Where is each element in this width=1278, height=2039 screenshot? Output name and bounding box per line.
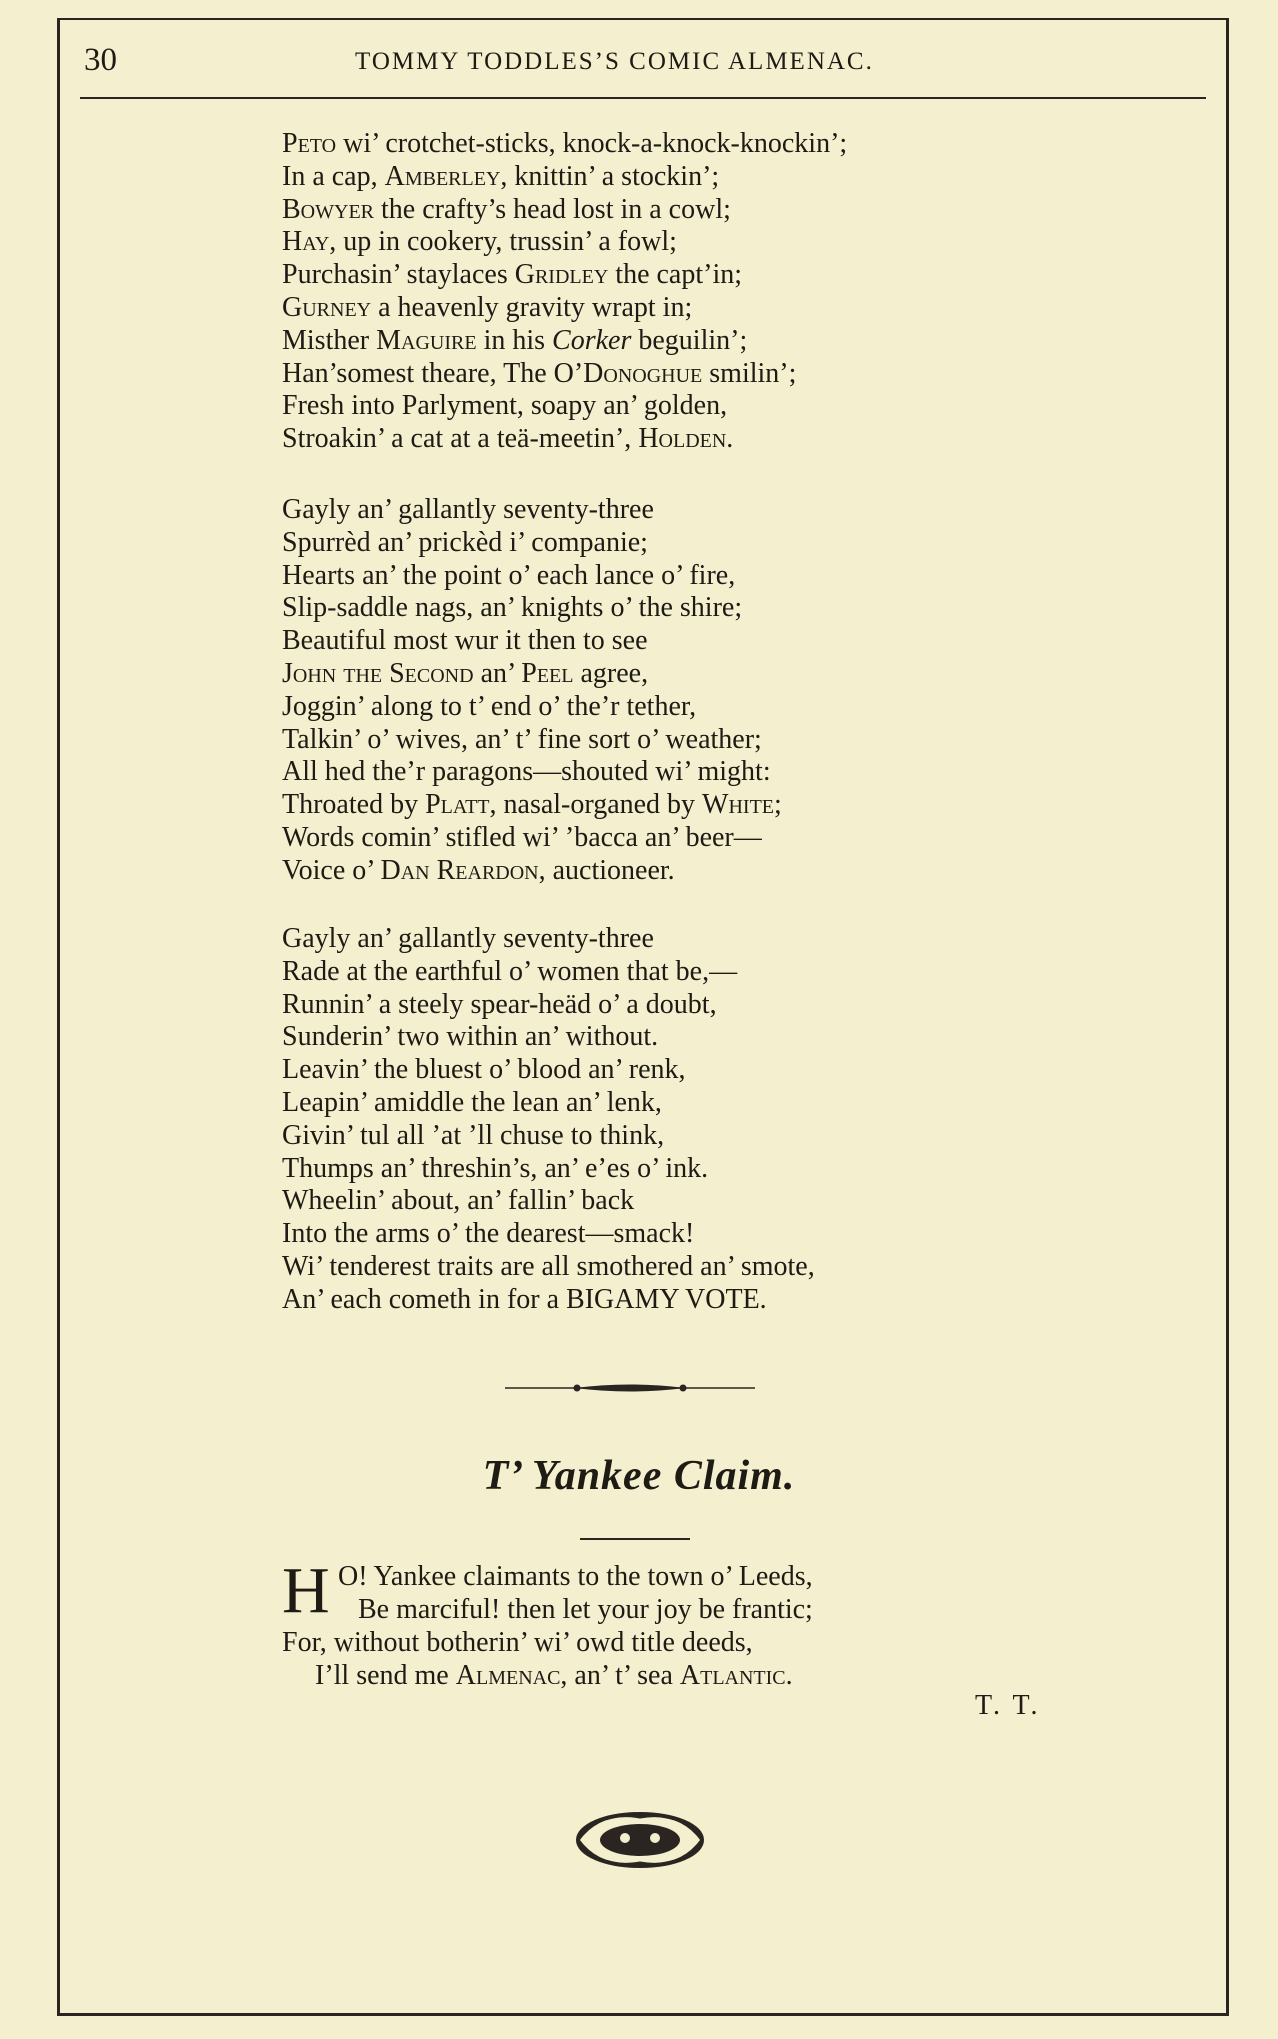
stanza1-line-1-seg-0: In a cap, [282, 160, 385, 192]
stanza1-line-6-seg-1: Maguire [376, 324, 477, 356]
stanza2-line-5-seg-1: an’ [473, 657, 522, 689]
stanza-1 [282, 128, 847, 456]
stanza1-line-7-seg-2: smilin’; [702, 357, 797, 389]
verse-line [282, 259, 847, 292]
verse-line [282, 625, 782, 658]
signature: T. T. [975, 1690, 1041, 1721]
stanza2-line-4-seg-0: Beautiful most wur it then to see [282, 625, 648, 657]
stanza1-line-3-seg-0: Hay [282, 226, 330, 258]
stanza2-line-6-seg-0: Joggin’ along to t’ end o’ the’r tether, [282, 690, 697, 722]
stanza2-line-11-seg-1: Dan Reardon [380, 854, 539, 886]
stanza1-line-1-seg-2: , knittin’ a stockin’; [500, 160, 720, 192]
verse-line [282, 756, 782, 789]
verse-line [282, 855, 782, 888]
stanza3-line-9-seg-0: Into the arms o’ the dearest—smack! [282, 1218, 695, 1250]
stanza2-line-9-seg-3: White [702, 789, 775, 821]
running-title: TOMMY TODDLES’S COMIC ALMENAC. [355, 48, 874, 75]
verse-line [282, 1021, 815, 1054]
stanza2-line-9-seg-1: Platt [425, 789, 490, 821]
stanza2-line-1-seg-0: Spurrèd an’ prickèd i’ companie; [282, 526, 648, 558]
stanza3-line-11-seg-0: An’ each cometh in for a BIGAMY VOTE. [282, 1283, 767, 1315]
verse-line [282, 658, 782, 691]
stanza2-line-9-seg-0: Throated by [282, 789, 426, 821]
stanza1-line-1-seg-1: Amberley [384, 160, 501, 192]
verse-line [282, 494, 782, 527]
stanza1-line-4-seg-1: Gridley [514, 259, 609, 291]
stanza1-line-0-seg-0: Peto [282, 128, 337, 159]
verse-line [282, 161, 847, 194]
stanza1-line-9-seg-2: . [726, 423, 734, 455]
stanza1-line-3-seg-1: , up in cookery, trussin’ a fowl; [329, 226, 677, 258]
frame-top-rule [57, 18, 1229, 20]
verse-line [282, 691, 782, 724]
stanza1-line-6-seg-4: beguilin’; [631, 324, 748, 356]
verse-line [282, 989, 815, 1022]
verse-line [282, 789, 782, 822]
stanza2-line-9-seg-4: ; [774, 789, 782, 821]
verse-line [282, 592, 782, 625]
claim-line-1: O! Yankee claimants to the town o’ Leeds, [338, 1561, 813, 1592]
stanza3-line-4-seg-0: Leavin’ the bluest o’ blood an’ renk, [282, 1054, 686, 1086]
stanza1-line-6-seg-2: in his [476, 324, 553, 356]
stanza2-line-5-seg-3: agree, [573, 657, 649, 689]
claim-line-4 [315, 1660, 793, 1693]
verse-line [282, 1153, 815, 1186]
stanza2-line-11-seg-0: Voice o’ [282, 854, 381, 886]
stanza2-line-3-seg-0: Slip-saddle nags, an’ knights o’ the shire; [282, 592, 743, 624]
claim-line-3: For, without botherin’ wi’ owd title deeds, [282, 1627, 753, 1658]
stanza3-line-7-seg-0: Thumps an’ threshin’s, an’ e’es o’ ink. [282, 1152, 709, 1184]
stanza2-line-2-seg-0: Hearts an’ the point o’ each lance o’ fire, [282, 559, 736, 591]
verse-line [282, 724, 782, 757]
stanza3-line-0-seg-0: Gayly an’ gallantly seventy-three [282, 923, 654, 954]
stanza1-line-5-seg-1: a heavenly gravity wrapt in; [371, 291, 693, 323]
verse-line [282, 822, 782, 855]
verse-line [282, 1284, 815, 1317]
page-number: 30 [84, 42, 117, 78]
claim-line-4-seg-4: . [785, 1660, 793, 1691]
verse-line [282, 560, 782, 593]
stanza1-line-7-seg-0: Han’somest theare, The O’ [282, 357, 584, 389]
stanza1-line-9-seg-1: Holden [638, 423, 727, 455]
stanza1-line-5-seg-0: Gurney [282, 291, 372, 323]
stanza1-line-4-seg-2: the capt’in; [608, 259, 743, 291]
verse-line [282, 292, 847, 325]
stanza2-line-0-seg-0: Gayly an’ gallantly seventy-three [282, 494, 654, 525]
verse-line [282, 194, 847, 227]
verse-line [282, 1087, 815, 1120]
verse-line [282, 128, 847, 161]
stanza3-line-2-seg-0: Runnin’ a steely spear-heäd o’ a doubt, [282, 988, 717, 1020]
verse-line [282, 1120, 815, 1153]
verse-line [282, 1251, 815, 1284]
claim-line-4-seg-1: Almenac [455, 1660, 561, 1691]
stanza2-line-9-seg-2: , nasal-organed by [489, 789, 703, 821]
verse-line [282, 423, 847, 456]
stanza1-line-2-seg-0: Bowyer [282, 193, 374, 225]
verse-line [282, 226, 847, 259]
stanza3-line-10-seg-0: Wi’ tenderest traits are all smothered an’ smote, [282, 1250, 815, 1282]
stanza2-line-5-seg-0: John the Second [282, 657, 474, 689]
verse-line [282, 527, 782, 560]
stanza1-line-8-seg-0: Fresh into Parlyment, soapy an’ golden, [282, 390, 728, 422]
stanza2-line-7-seg-0: Talkin’ o’ wives, an’ t’ fine sort o’ weather; [282, 723, 762, 755]
frame-right-rule [1226, 20, 1229, 2015]
header-rule [80, 97, 1206, 99]
stanza1-line-9-seg-0: Stroakin’ a cat at a teä-meetin’, [282, 423, 639, 455]
drop-cap: H [282, 1554, 330, 1627]
stanza1-line-2-seg-1: the crafty’s head lost in a cowl; [374, 193, 731, 225]
stanza-3 [282, 923, 815, 1317]
stanza1-line-7-seg-1: Donoghue [583, 357, 703, 389]
stanza3-line-6-seg-0: Givin’ tul all ’at ’ll chuse to think, [282, 1119, 665, 1151]
verse-line [282, 358, 847, 391]
stanza2-line-10-seg-0: Words comin’ stifled wi’ ’bacca an’ beer— [282, 821, 762, 853]
verse-line [282, 923, 815, 956]
claim-line-4-seg-2: , an’ t’ sea [560, 1660, 680, 1691]
stanza1-line-4-seg-0: Purchasin’ staylaces [282, 259, 515, 291]
claim-line-4-seg-0: I’ll send me [315, 1660, 456, 1691]
poem-title: T’ Yankee Claim. [482, 1453, 796, 1499]
stanza3-line-8-seg-0: Wheelin’ about, an’ fallin’ back [282, 1185, 635, 1217]
stanza3-line-5-seg-0: Leapin’ amiddle the lean an’ lenk, [282, 1086, 662, 1118]
stanza2-line-5-seg-2: Peel [521, 657, 574, 689]
stanza2-line-8-seg-0: All hed the’r paragons—shouted wi’ might: [282, 756, 771, 788]
claim-line-2: Be marciful! then let your joy be frantic; [358, 1594, 813, 1625]
verse-line [282, 956, 815, 989]
verse-line [282, 325, 847, 358]
section-divider-ornament [505, 1378, 755, 1398]
title-rule [580, 1538, 690, 1540]
verse-line [282, 1054, 815, 1087]
stanza3-line-1-seg-0: Rade at the earthful o’ women that be,— [282, 955, 738, 987]
stanza2-line-11-seg-2: , auctioneer. [538, 854, 675, 886]
stanza1-line-6-seg-3: Corker [552, 324, 632, 356]
stanza1-line-6-seg-0: Misther [282, 324, 377, 356]
verse-line [282, 1185, 815, 1218]
verse-line [282, 390, 847, 423]
frame-bottom-rule [57, 2013, 1229, 2016]
claim-line-4-seg-3: Atlantic [679, 1660, 786, 1691]
stanza3-line-3-seg-0: Sunderin’ two within an’ without. [282, 1021, 659, 1053]
tailpiece-ornament-icon [570, 1805, 710, 1875]
stanza1-line-0-seg-1: wi’ crotchet-sticks, knock-a-knock-knockin’; [336, 128, 848, 159]
frame-left-rule [57, 20, 60, 2015]
verse-line [282, 1218, 815, 1251]
stanza-2 [282, 494, 782, 888]
